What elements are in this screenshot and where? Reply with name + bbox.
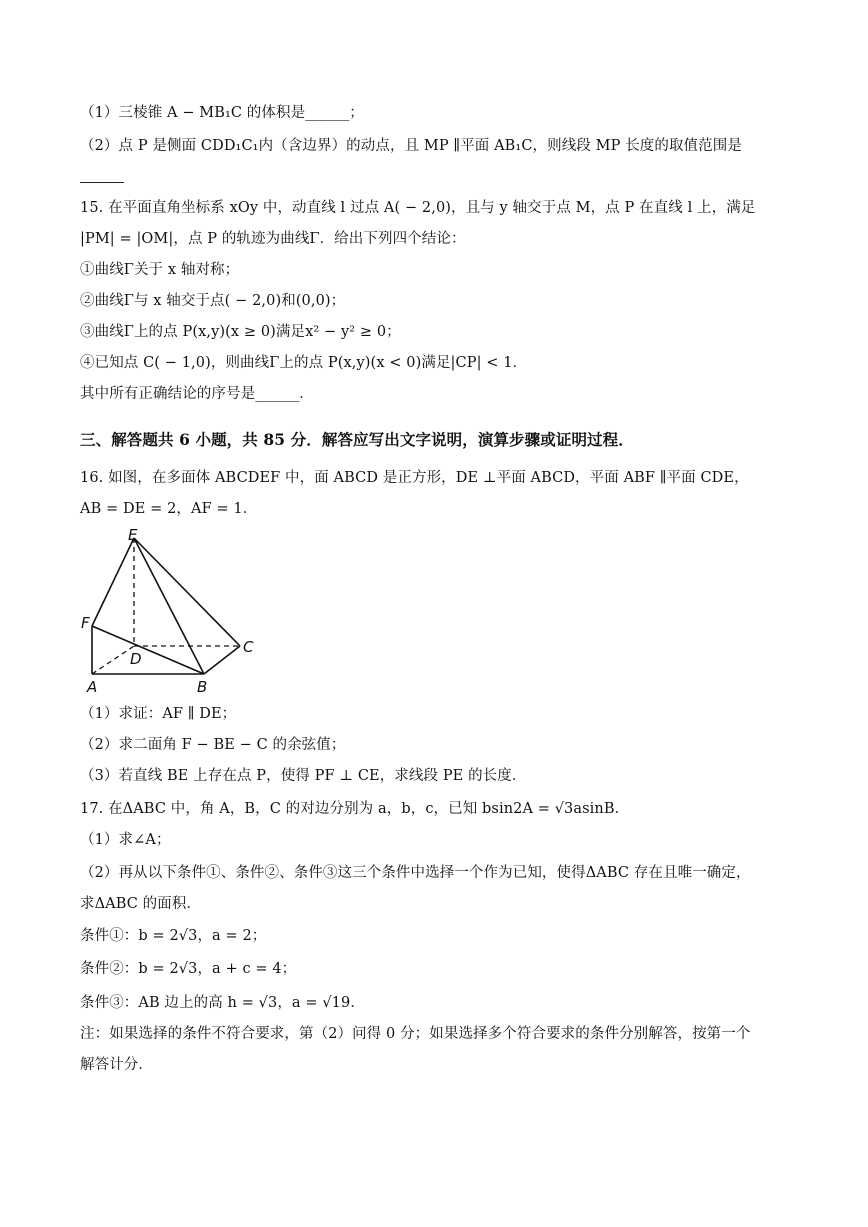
q15-conclusion-1: ①曲线Γ关于 x 轴对称； [80,262,240,278]
q17-note-line2: 解答计分． [80,1057,153,1073]
q16-stem-line1: 16. 如图，在多面体 ABCDEF 中，面 ABCD 是正方形，DE ⊥平面 ABCD，平面 ABF ∥平面 CDE， [80,470,749,486]
q15-conclusion-2: ②曲线Γ与 x 轴交于点( − 2,0)和(0,0)； [80,293,346,309]
label-E: E [128,526,138,544]
q15-conclusion-3: ③曲线Γ上的点 P(x,y)(x ≥ 0)满足x² − y² ≥ 0； [80,324,401,340]
q15-stem-line1: 15. 在平面直角坐标系 xOy 中，动直线 l 过点 A( − 2,0)，且与 y 轴交于点 M，点 P 在直线 l 上，满足 [80,200,756,216]
q17-condition-2: 条件②：b = 2√3，a + c = 4； [80,961,297,977]
edge-AD-hidden [92,646,134,674]
edge-BC [204,646,240,674]
q14-answer-blank [80,182,124,183]
polyhedron-figure [78,526,268,696]
section-3-title: 三、解答题共 6 小题，共 85 分．解答应写出文字说明，演算步骤或证明过程． [80,430,634,449]
q17-note-line1: 注：如果选择的条件不符合要求，第（2）问得 0 分；如果选择多个符合要求的条件分别解答，按第一个 [80,1026,751,1042]
q16-part2: （2）求二面角 F − BE − C 的余弦值； [80,737,346,753]
q17-part1: （1）求∠A； [80,832,171,848]
edge-EF [92,538,134,626]
q15-ask: 其中所有正确结论的序号是______． [80,386,314,402]
edge-FB [92,626,204,674]
q16-part1: （1）求证：AF ∥ DE； [80,706,237,722]
label-C: C [243,638,254,656]
q16-part3: （3）若直线 BE 上存在点 P，使得 PF ⊥ CE，求线段 PE 的长度． [80,768,527,784]
polyhedron-diagram [78,526,268,696]
edge-EB [134,538,204,674]
q17-part2-line2: 求ΔABC 的面积． [80,896,202,912]
q15-stem-line2: |PM| = |OM|，点 P 的轨迹为曲线Γ．给出下列四个结论： [80,231,466,247]
label-B: B [197,678,208,696]
q17-condition-1: 条件①：b = 2√3，a = 2； [80,928,267,944]
q16-stem-line2: AB = DE = 2，AF = 1． [80,501,258,517]
q14-part2: （2）点 P 是侧面 CDD₁C₁内（含边界）的动点，且 MP ∥平面 AB₁C，则线段 MP 长度的取值范围是 [80,138,742,154]
q15-conclusion-4: ④已知点 C( − 1,0)，则曲线Γ上的点 P(x,y)(x < 0)满足|CP| < 1． [80,355,528,371]
edge-EC [134,538,240,646]
label-A: A [87,678,98,696]
q17-condition-3: 条件③：AB 边上的高 h = √3，a = √19． [80,995,365,1011]
q17-part2-line1: （2）再从以下条件①、条件②、条件③这三个条件中选择一个作为已知，使得ΔABC 存在且唯一确定， [80,865,751,881]
label-D: D [130,650,142,668]
q14-part1: （1）三棱锥 A − MB₁C 的体积是______； [80,105,364,121]
q17-stem: 17. 在ΔABC 中，角 A，B，C 的对边分别为 a，b，c，已知 bsin2A = √3asinB． [80,801,630,817]
label-F: F [81,614,90,632]
